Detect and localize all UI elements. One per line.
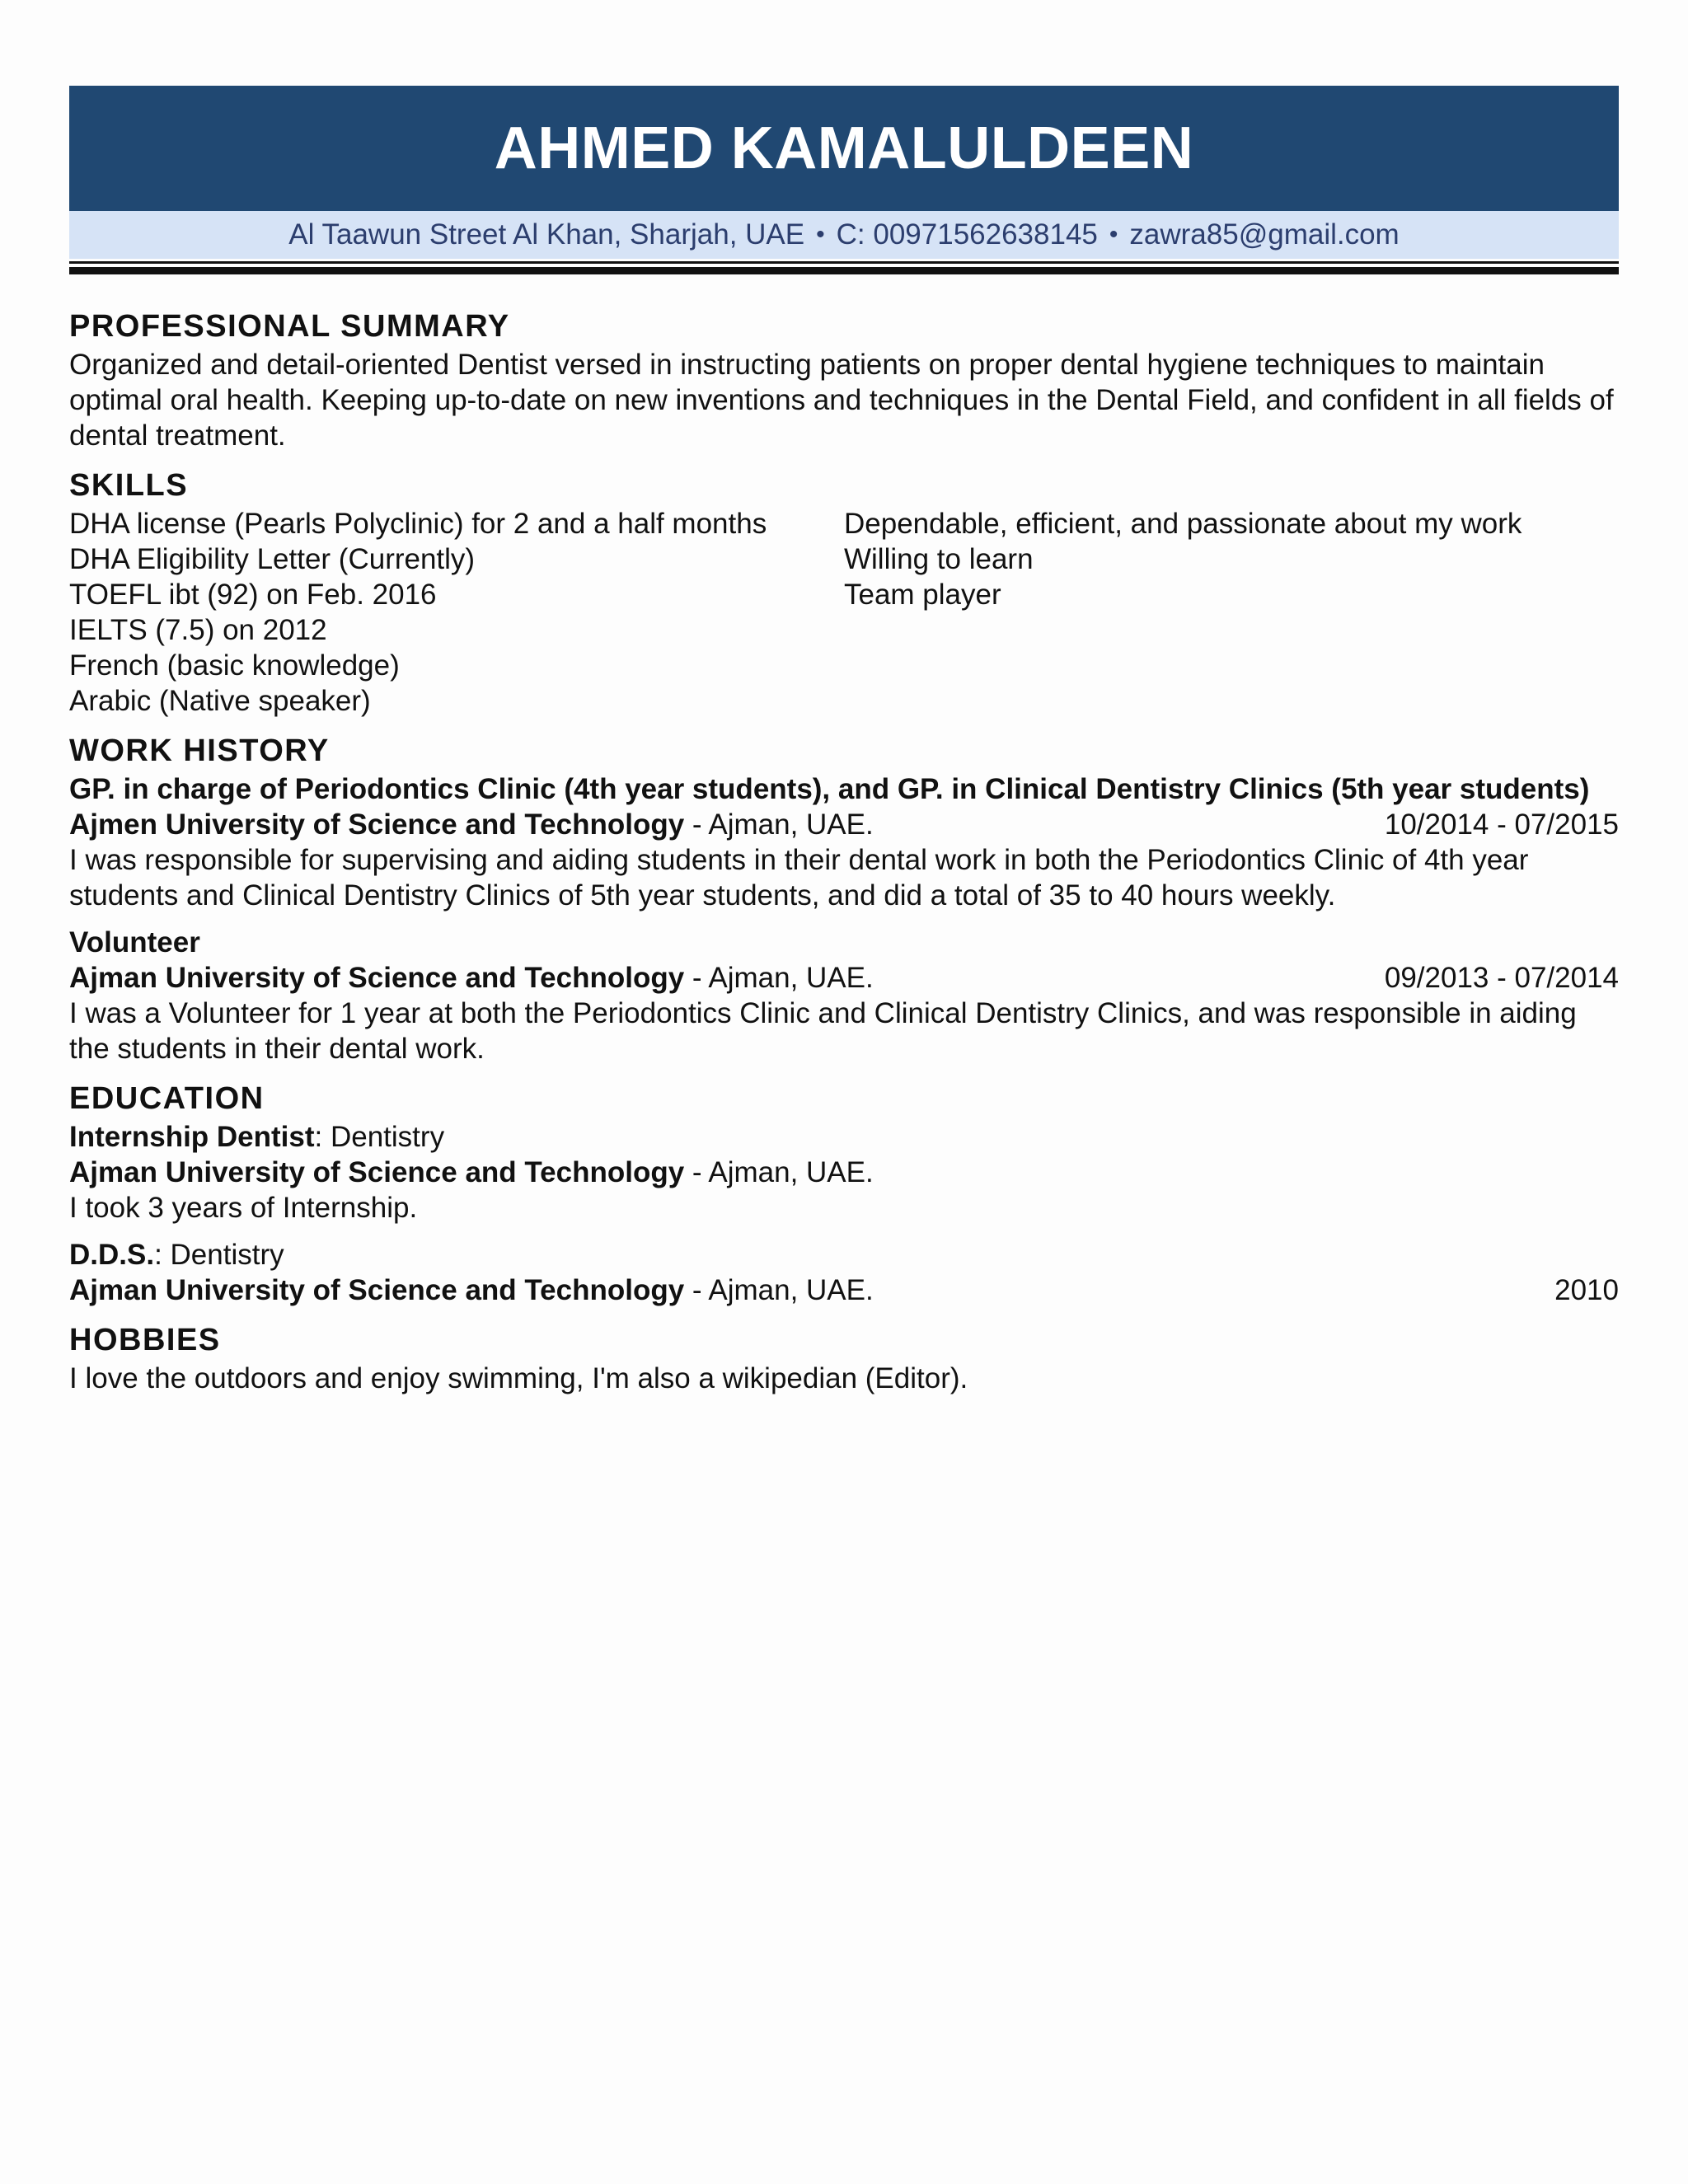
job-role: Volunteer <box>69 926 200 958</box>
section-title-summary: PROFESSIONAL SUMMARY <box>69 309 510 344</box>
job-org-line <box>69 807 1619 842</box>
education-org: Ajman University of Science and Technology <box>69 1156 685 1188</box>
contact-address: Al Taawun Street Al Khan, Sharjah, UAE <box>288 218 805 251</box>
education-degree: D.D.S. <box>69 1239 155 1271</box>
skill-item: Willing to learn <box>844 543 1034 575</box>
job-entry <box>69 925 1619 1066</box>
skills-column-right <box>844 506 1619 719</box>
job-org: Ajmen University of Science and Technology <box>69 808 685 841</box>
education-entry <box>69 1119 1619 1226</box>
resume-page <box>69 86 1619 1396</box>
section-title-skills: SKILLS <box>69 468 189 503</box>
skills-grid <box>69 506 1619 719</box>
contact-email[interactable]: zawra85@gmail.com <box>1129 218 1400 251</box>
education-location: - Ajman, UAE. <box>684 1156 874 1188</box>
education-field: : Dentistry <box>314 1121 445 1153</box>
job-description: I was responsible for supervising and aiding students in their dental work in both the Periodontics Clinic of 4th year students and Clinical Dentistry Clinics of 5th year students, and did a total of 35 to 40 hours weekly. <box>69 844 1529 912</box>
job-description: I was a Volunteer for 1 year at both the Periodontics Clinic and Clinical Dentistry Clinics, and was responsible in aiding the students in their dental work. <box>69 997 1577 1065</box>
skill-item: Dependable, efficient, and passionate about my work <box>844 508 1522 540</box>
bullet-separator: • <box>1109 221 1118 248</box>
skill-item: TOEFL ibt (92) on Feb. 2016 <box>69 579 437 611</box>
job-location: - Ajman, UAE. <box>684 808 874 841</box>
work-history-section <box>69 730 1619 1066</box>
education-section <box>69 1078 1619 1308</box>
skill-item: Arabic (Native speaker) <box>69 685 371 717</box>
section-title-education: EDUCATION <box>69 1081 265 1116</box>
skill-item: French (basic knowledge) <box>69 649 400 682</box>
hobbies-text: I love the outdoors and enjoy swimming, I'm also a wikipedian (Editor). <box>69 1362 968 1394</box>
education-location: - Ajman, UAE. <box>684 1274 874 1306</box>
contact-phone: C: 00971562638145 <box>836 218 1098 251</box>
job-dates: 09/2013 - 07/2014 <box>1384 962 1619 994</box>
education-org-line <box>69 1155 1619 1190</box>
skill-item: DHA Eligibility Letter (Currently) <box>69 543 476 575</box>
divider-thick <box>69 267 1619 274</box>
contact-bar <box>69 211 1619 259</box>
section-title-work: WORK HISTORY <box>69 733 330 768</box>
job-dates: 10/2014 - 07/2015 <box>1384 808 1619 841</box>
education-field: : Dentistry <box>154 1239 284 1271</box>
name-banner <box>69 86 1619 211</box>
job-entry <box>69 771 1619 913</box>
education-description: I took 3 years of Internship. <box>69 1192 418 1224</box>
skills-column-left <box>69 506 844 719</box>
job-location: - Ajman, UAE. <box>684 962 874 994</box>
hobbies-section <box>69 1319 1619 1396</box>
education-degree-line <box>69 1237 1619 1272</box>
education-date: 2010 <box>1554 1274 1619 1306</box>
section-title-hobbies: HOBBIES <box>69 1323 221 1357</box>
skills-section <box>69 465 1619 719</box>
summary-section <box>69 306 1619 453</box>
skill-item: IELTS (7.5) on 2012 <box>69 614 327 646</box>
job-role: GP. in charge of Periodontics Clinic (4th year students), and GP. in Clinical Dentistry Clinics (5th year students) <box>69 773 1590 805</box>
education-degree-line <box>69 1119 1619 1155</box>
candidate-name: AHMED KAMALULDEEN <box>494 115 1194 181</box>
skill-item: Team player <box>844 579 1001 611</box>
divider-thin <box>69 261 1619 264</box>
education-degree: Internship Dentist <box>69 1121 315 1153</box>
education-entry <box>69 1237 1619 1308</box>
job-org-line <box>69 960 1619 996</box>
summary-text: Organized and detail-oriented Dentist versed in instructing patients on proper dental hygiene techniques to maintain optimal oral health. Keeping up-to-date on new inventions and techniques in the Dental Field, and confident in all fields of dental treatment. <box>69 349 1614 452</box>
bullet-separator: • <box>816 221 825 248</box>
education-org-line <box>69 1272 1619 1308</box>
job-org: Ajman University of Science and Technology <box>69 962 685 994</box>
skill-item: DHA license (Pearls Polyclinic) for 2 and a half months <box>69 508 767 540</box>
education-org: Ajman University of Science and Technology <box>69 1274 685 1306</box>
